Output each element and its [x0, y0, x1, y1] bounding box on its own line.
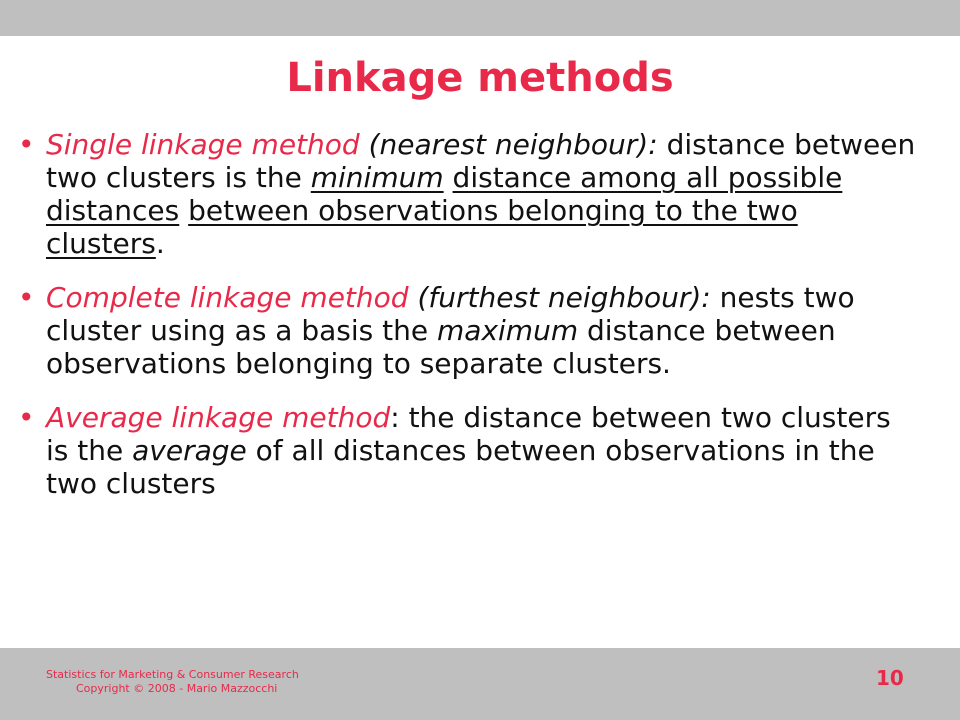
- period: .: [155, 227, 165, 260]
- colon: :: [648, 128, 658, 161]
- emph-maximum: maximum: [437, 314, 579, 347]
- paren-nearest-neighbour: (nearest neighbour): [368, 128, 649, 161]
- text-complete-a: nests two cluster using as a basis the: [46, 281, 855, 347]
- text-between-observations: between observations belonging to the two clusters: [46, 194, 798, 260]
- paren-furthest-neighbour: (furthest neighbour): [417, 281, 702, 314]
- text-average-a: the distance between two clusters is the: [46, 401, 891, 467]
- footer-copyright: Copyright © 2008 - Mario Mazzocchi: [76, 682, 278, 695]
- term-average-linkage: Average linkage method: [46, 401, 391, 434]
- text-complete-b: distance between observations belonging to separate clusters.: [46, 314, 836, 380]
- footer-course: Statistics for Marketing & Consumer Research: [46, 668, 299, 681]
- top-bar: [0, 0, 960, 36]
- colon: :: [701, 281, 711, 314]
- footer-bar: [0, 648, 960, 720]
- text-average-b: of all distances between observations in the two clusters: [46, 434, 875, 500]
- bullet-dot-icon: •: [18, 281, 35, 314]
- text-distance-among: distance among all possible distances: [46, 161, 843, 227]
- bullet-dot-icon: •: [18, 128, 35, 161]
- emph-minimum: minimum: [310, 161, 444, 194]
- bullet-list: [18, 128, 918, 521]
- term-single-linkage: Single linkage method: [46, 128, 360, 161]
- colon: :: [390, 401, 400, 434]
- bullet-single-linkage: [18, 128, 918, 260]
- text-single-a: distance between two clusters is the: [46, 128, 916, 194]
- bullet-dot-icon: •: [18, 401, 35, 434]
- slide-title: Linkage methods: [286, 55, 674, 101]
- page-number: 10: [876, 666, 904, 690]
- term-complete-linkage: Complete linkage method: [46, 281, 409, 314]
- footer-credits: [46, 668, 299, 696]
- emph-average: average: [132, 434, 247, 467]
- bullet-complete-linkage: [18, 281, 918, 380]
- bullet-average-linkage: [18, 401, 918, 500]
